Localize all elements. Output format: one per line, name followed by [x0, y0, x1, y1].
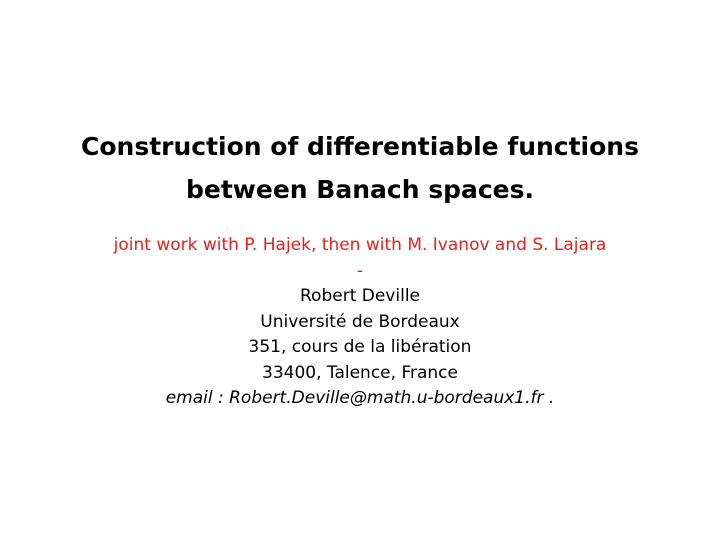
separator-dash: - [356, 261, 364, 281]
address-line-2: 33400, Talence, France [262, 363, 458, 383]
collaborators-note: joint work with P. Hajek, then with M. Ivanov and S. Lajara [113, 235, 607, 255]
author-name: Robert Deville [300, 286, 420, 306]
address-line-1: 351, cours de la libération [248, 337, 472, 357]
author-email: email : Robert.Deville@math.u-bordeaux1.fr . [165, 388, 555, 408]
author-institution: Université de Bordeaux [260, 312, 460, 332]
slide-title-line-2: between Banach spaces. [185, 175, 535, 204]
slide-title-line-1: Construction of differentiable functions [81, 132, 639, 161]
